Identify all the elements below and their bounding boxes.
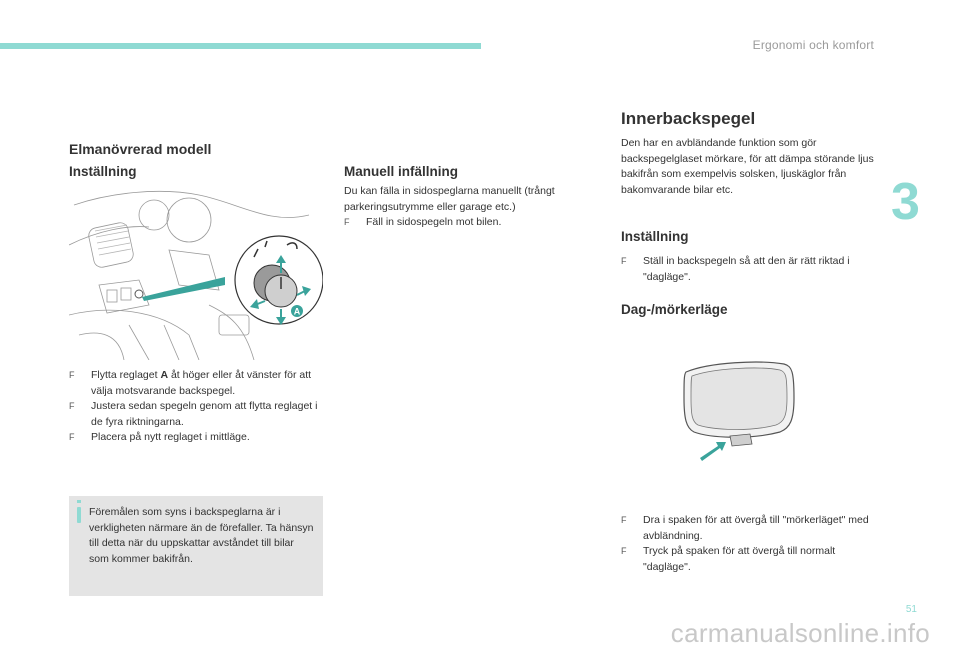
section-title-electric: Elmanövrerad modell (69, 141, 212, 157)
list-item: F Dra i spaken för att övergå till "mörkerläget" med avbländning. (621, 514, 869, 542)
info-icon-bar (77, 507, 81, 523)
watermark-url: carmanualsonline.info (670, 618, 930, 648)
bullet-marker: F (69, 370, 75, 380)
day-night-steps-list (621, 513, 883, 575)
mirror-control-illustration (69, 185, 323, 360)
bullet-marker: F (621, 546, 627, 556)
list-item: F Flytta reglaget A åt höger eller åt vänster för att välja motsvarande backspegel. (69, 369, 312, 397)
info-icon (77, 500, 81, 503)
mirror-drawing (680, 358, 800, 464)
bullet-marker: F (621, 515, 627, 525)
bullet-marker: F (344, 217, 350, 227)
callout-label-a: A (293, 306, 301, 317)
bullet-marker: F (69, 432, 75, 442)
page-number: 51 (905, 604, 917, 615)
manual-fold-body: Du kan fälla in sidospeglarna manuellt (trångt parkeringsutrymme eller garage etc.) (344, 185, 555, 213)
list-item: F Tryck på spaken för att övergå till normalt "dagläge". (621, 545, 836, 573)
dashboard-drawing (69, 185, 323, 360)
rearview-mirror-illustration (680, 358, 800, 464)
list-item: F Justera sedan spegeln genom att flytta reglaget i de fyra riktningarna. (69, 400, 318, 428)
list-item: F Ställ in backspegeln så att den är rätt riktad i "dagläge". (621, 255, 850, 283)
header-accent-bar (0, 43, 481, 49)
info-text: Föremålen som syns i backspeglarna är i verkligheten närmare än de förefaller. Ta hänsyn till detta när du uppskattar avståndet till bilar som kommer bakifrån. (89, 506, 314, 565)
list-item: F Fäll in sidospegeln mot bilen. (344, 215, 594, 231)
info-box (69, 496, 323, 596)
list-item: F Placera på nytt reglaget i mittläge. (69, 430, 323, 446)
middle-steps-list (344, 215, 594, 231)
subsection-title-setting-right: Inställning (621, 229, 689, 244)
interior-mirror-body: Den har en avbländande funktion som gör backspegelglaset mörkare, för att dämpa störande ljus bakifrån som exempelvis solsken, ljuskäglor från bakomvarande bilar etc. (621, 137, 874, 196)
chapter-number: 3 (891, 173, 920, 231)
subsection-title-day-night: Dag-/mörkerläge (621, 302, 728, 317)
header-title: Ergonomi och komfort (752, 38, 874, 52)
bullet-marker: F (69, 401, 75, 411)
bullet-marker: F (621, 256, 627, 266)
control-label-a: A (160, 369, 169, 381)
setting-steps-list (621, 254, 879, 285)
section-title-interior-mirror: Innerbackspegel (621, 109, 756, 128)
subsection-title-setting-left: Inställning (69, 164, 137, 179)
left-steps-list (69, 368, 323, 446)
section-title-manual-fold: Manuell infällning (344, 164, 458, 179)
